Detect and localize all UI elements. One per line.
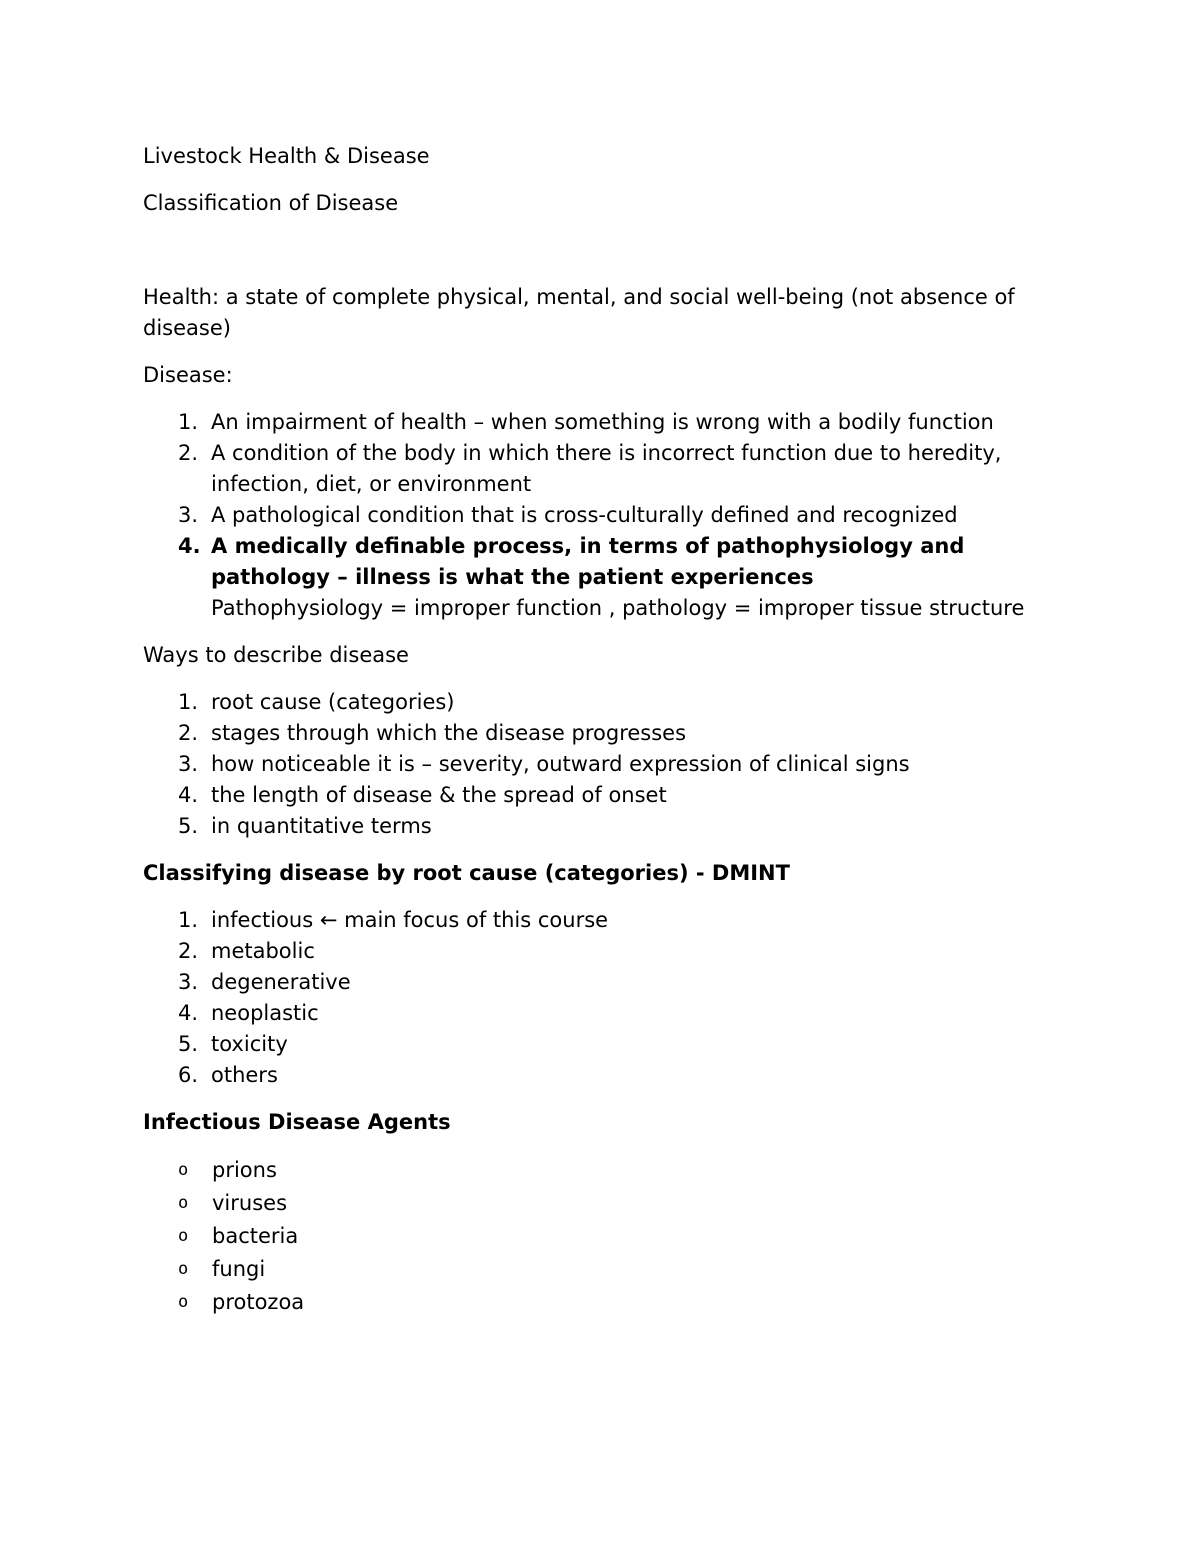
- ways-heading: Ways to describe disease: [143, 643, 409, 667]
- blank-line: [143, 235, 1068, 282]
- circle-bullet-icon: o: [178, 1193, 189, 1213]
- list-marker: 1.: [178, 410, 199, 434]
- list-item-text: protozoa: [212, 1290, 305, 1314]
- list-item: [143, 749, 1068, 780]
- dmint-list: [143, 905, 1068, 1091]
- list-marker: 4.: [178, 534, 201, 558]
- list-item: [143, 905, 1068, 936]
- list-marker: 1.: [178, 690, 199, 714]
- list-item-text: A condition of the body in which there is incorrect function due to heredity, infection, diet, or environment: [211, 441, 1002, 496]
- list-item: [143, 1253, 1068, 1286]
- list-item-text: fungi: [212, 1257, 266, 1281]
- list-item-text: viruses: [212, 1191, 288, 1215]
- list-item-text: others: [211, 1063, 278, 1087]
- list-item-bold-text: A medically definable process, in terms of pathophysiology and pathology – illness is what the patient experiences: [211, 534, 965, 589]
- list-marker: 6.: [178, 1063, 199, 1087]
- disease-definition-list: [143, 407, 1068, 624]
- list-marker: 5.: [178, 814, 199, 838]
- list-item: [143, 780, 1068, 811]
- list-item: [143, 936, 1068, 967]
- list-item: [143, 1286, 1068, 1319]
- list-item-text: in quantitative terms: [211, 814, 432, 838]
- list-item-text: degenerative: [211, 970, 351, 994]
- list-marker: 5.: [178, 1032, 199, 1056]
- list-marker: 3.: [178, 503, 199, 527]
- list-item: [143, 998, 1068, 1029]
- list-item-text: infectious ← main focus of this course: [211, 908, 609, 932]
- agents-heading: Infectious Disease Agents: [143, 1110, 451, 1134]
- list-item: [143, 500, 1068, 531]
- list-item: [143, 531, 1068, 624]
- list-marker: 2.: [178, 721, 199, 745]
- circle-bullet-icon: o: [178, 1292, 189, 1312]
- list-item-text: toxicity: [211, 1032, 288, 1056]
- disease-label: Disease:: [143, 363, 233, 387]
- circle-bullet-icon: o: [178, 1259, 189, 1279]
- list-item: [143, 1060, 1068, 1091]
- list-item-text: [211, 531, 1068, 624]
- list-item-text: bacteria: [212, 1224, 299, 1248]
- list-marker: 2.: [178, 441, 199, 465]
- list-item-text: prions: [212, 1158, 277, 1182]
- list-marker: 3.: [178, 752, 199, 776]
- list-item-note-text: Pathophysiology = improper function , pathology = improper tissue structure: [211, 596, 1025, 620]
- list-item-text: A pathological condition that is cross-culturally defined and recognized: [211, 503, 958, 527]
- list-item: [143, 718, 1068, 749]
- list-item: [143, 687, 1068, 718]
- doc-title: Livestock Health & Disease: [143, 144, 430, 168]
- list-item: [143, 1154, 1068, 1187]
- list-item-text: neoplastic: [211, 1001, 319, 1025]
- list-marker: 4.: [178, 1001, 199, 1025]
- circle-bullet-icon: o: [178, 1226, 189, 1246]
- list-item: [143, 1220, 1068, 1253]
- list-item: [143, 438, 1068, 500]
- list-item-text: metabolic: [211, 939, 315, 963]
- list-marker: 3.: [178, 970, 199, 994]
- list-item: [143, 811, 1068, 842]
- health-definition: Health: a state of complete physical, mental, and social well-being (not absence of disease): [143, 285, 1015, 340]
- agents-list: [143, 1154, 1068, 1319]
- circle-bullet-icon: o: [178, 1160, 189, 1180]
- list-marker: 2.: [178, 939, 199, 963]
- list-item: [143, 1029, 1068, 1060]
- list-item-text: An impairment of health – when something is wrong with a bodily function: [211, 410, 994, 434]
- list-item-text: the length of disease & the spread of onset: [211, 783, 667, 807]
- ways-list: [143, 687, 1068, 842]
- doc-subtitle: Classification of Disease: [143, 191, 399, 215]
- list-item-text: how noticeable it is – severity, outward expression of clinical signs: [211, 752, 910, 776]
- list-item-text: stages through which the disease progresses: [211, 721, 687, 745]
- dmint-heading: Classifying disease by root cause (categories) - DMINT: [143, 861, 790, 885]
- list-item-text: root cause (categories): [211, 690, 455, 714]
- list-item: [143, 407, 1068, 438]
- list-marker: 4.: [178, 783, 199, 807]
- list-item: [143, 967, 1068, 998]
- list-marker: 1.: [178, 908, 199, 932]
- list-item: [143, 1187, 1068, 1220]
